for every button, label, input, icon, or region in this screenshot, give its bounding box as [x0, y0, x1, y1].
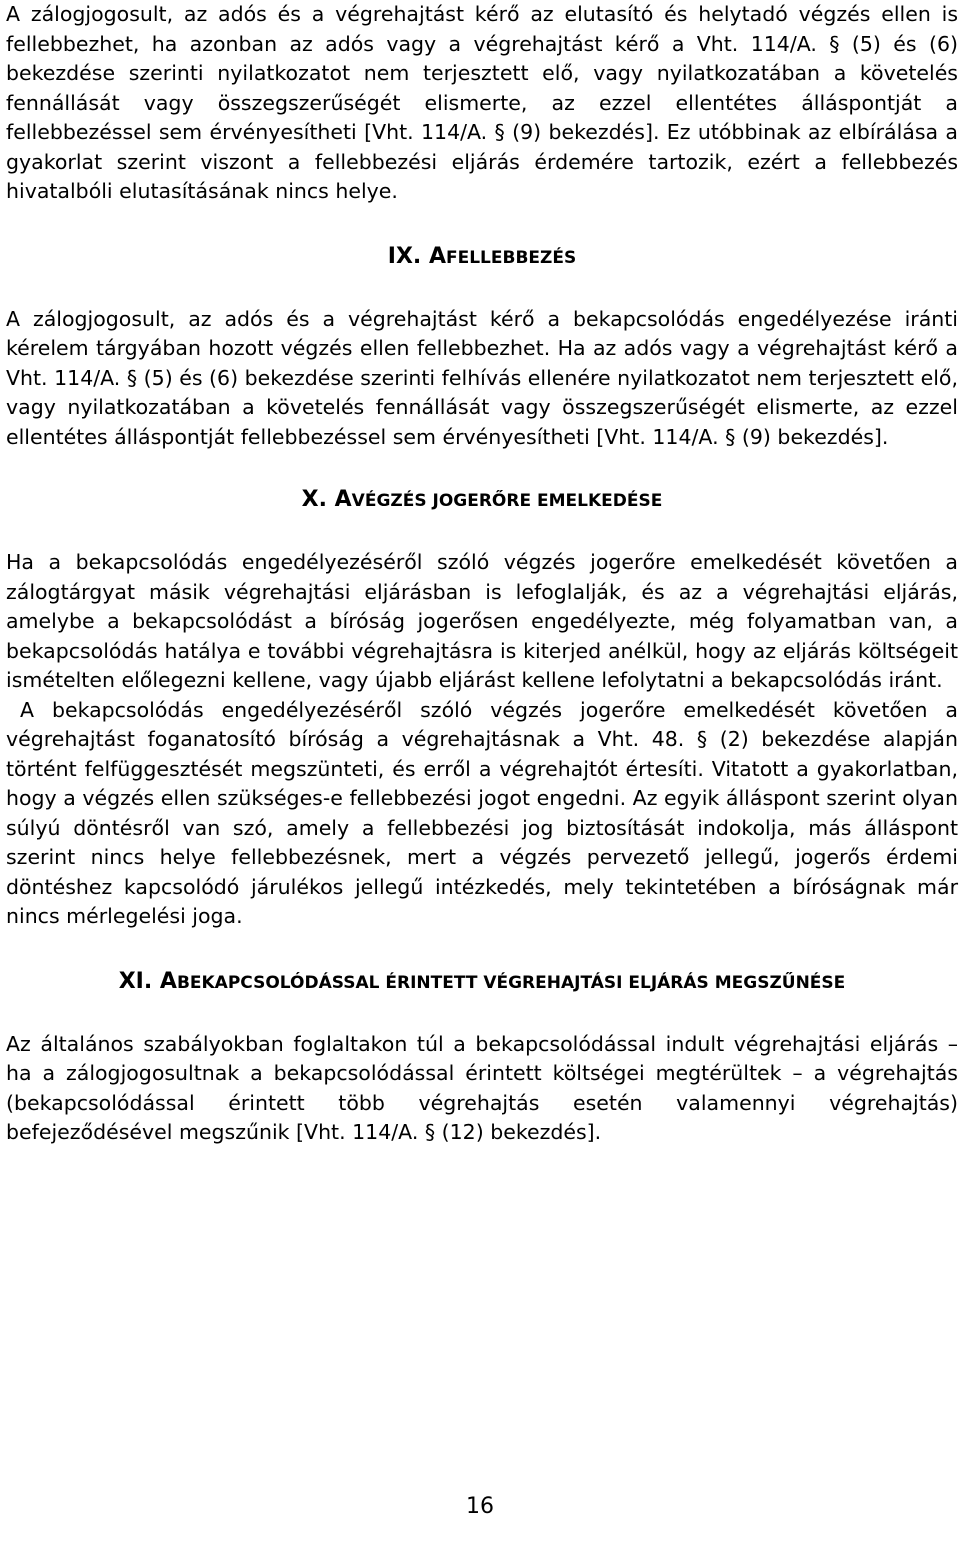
paragraph-suspension-lifted: A bekapcsolódás engedélyezéséről szóló végzés jogerőre emelkedését követően a végrehajtást foganatosító bíróság a végrehajtásnak a Vht. 48. § (2) bekezdése alapján történt felfüggesztését megszünteti, és erről a végrehajtót értesíti. Vitatott a gyakorlatban, hogy a végzés ellen szükséges-e fellebbezési jogot engedni. Az egyik álláspont szerint olyan súlyú döntésről van szó, amely a fellebbezési jog biztosítását indokolja, más álláspont szerint nincs helye fellebbezésnek, mert a végzés pervezető jellegű, jogerős érdemi döntéshez kapcsolódó járulékos jellegű intézkedés, mely tekintetében a bíróságnak már nincs mérlegelési joga.: [6, 697, 958, 928]
heading-x-finality: [6, 485, 958, 516]
page-number: 16: [466, 1494, 494, 1519]
paragraph-finality-effect: Ha a bekapcsolódás engedélyezéséről szóló végzés jogerőre emelkedését követően a zálogtárgyat másik végrehajtási eljárásban is lefoglalják, és az a végrehajtási eljárás, amelybe a bekapcsolódást a bíróság jogerősen engedélyezte, még folyamatban van, a bekapcsolódás hatálya e további végrehajtásra is kiterjed anélkül, hogy az eljárás költségeit ismételten előlegezni kellene, vagy újabb eljárást kellene lefolytatni a bekapcsolódás iránt.: [6, 550, 958, 692]
heading-article: A: [428, 243, 446, 269]
heading-number: X.: [301, 487, 327, 512]
heading-ix-appeal: [6, 242, 958, 273]
heading-number: IX.: [387, 243, 422, 269]
heading-article: A: [159, 968, 177, 994]
document-page: [6, 0, 958, 1148]
paragraph-appeal: A zálogjogosult, az adós és a végrehajtást kérő a bekapcsolódás engedélyezése iránti kérelem tárgyában hozott végzés ellen fellebbezhet. Ha az adós vagy a végrehajtást kérő a Vht. 114/A. § (5) és (6) bekezdése szerinti felhívás ellenére nyilatkozatot nem terjesztett elő, vagy nyilatkozatában a követelés fennállását vagy összegszerűségét elismerte, az ezzel ellentétes álláspontját fellebbezéssel sem érvényesítheti [Vht. 114/A. § (9) bekezdés].: [6, 306, 958, 449]
heading-title: FELLEBBEZÉS: [446, 247, 577, 268]
paragraph-termination: Az általános szabályokban foglaltakon túl a bekapcsolódással indult végrehajtási eljárás – ha a zálogjogosultnak a bekapcsolódással érintett költségei megtérültek – a végrehajtás (bekapcsolódással érintett több végrehajtás esetén valamennyi végrehajtás) befejeződésével megszűnik [Vht. 114/A. § (12) bekezdés].: [6, 1031, 958, 1144]
heading-article: A: [334, 487, 352, 512]
paragraph-appeal-rights: A zálogjogosult, az adós és a végrehajtást kérő az elutasító és helytadó végzés ellen is fellebbezhet, ha azonban az adós vagy a végrehajtást kérő a Vht. 114/A. § (5) és (6) bekezdése szerinti nyilatkozatot nem terjesztett elő, vagy nyilatkozatában a követelés fennállását vagy összegszerűségét elismerte, az ezzel ellentétes álláspontját a fellebbezéssel sem érvényesítheti [Vht. 114/A. § (9) bekezdés]. Ez utóbbinak az elbírálása a gyakorlat szerint viszont a fellebbezési eljárás érdemére tartozik, ezért a fellebbezés hivatalbóli elutasításának nincs helye.: [6, 2, 958, 203]
heading-title: BEKAPCSOLÓDÁSSAL ÉRINTETT VÉGREHAJTÁSI ELJÁRÁS MEGSZŰNÉSE: [176, 972, 846, 993]
heading-xi-termination: [6, 967, 958, 998]
heading-title: VÉGZÉS JOGERŐRE EMELKEDÉSE: [351, 491, 663, 511]
heading-number: XI.: [118, 968, 153, 994]
